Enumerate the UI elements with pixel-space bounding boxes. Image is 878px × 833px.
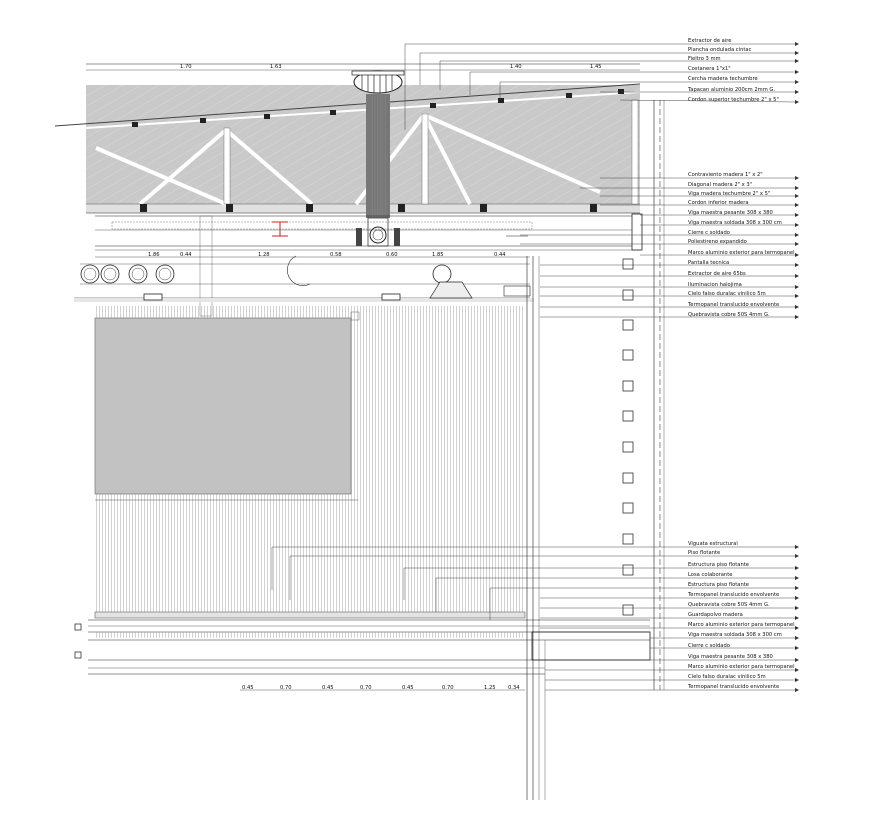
dim-bottom-3: 0.45 — [322, 685, 334, 691]
label-extractor-aire: Extractor de aire — [688, 38, 732, 44]
bottom-dimensions — [240, 685, 525, 691]
dim-bottom-2: 0.70 — [280, 685, 292, 691]
dim-bottom-8: 0.34 — [508, 685, 520, 691]
interior-wall — [95, 306, 525, 618]
label-cielo-falso: Cielo falso duralac vinilico 5m — [688, 291, 766, 297]
dim-mid-1: 1.86 — [148, 252, 160, 258]
label-guardapolvo: Guardapolvo madera — [688, 612, 743, 618]
label-termopanel: Termopanel translucido envolvente — [688, 302, 780, 308]
label-cercha-madera: Cercha madera techumbre — [688, 76, 758, 82]
label-fieltro: Fieltro 3 mm — [688, 56, 721, 62]
dim-bottom-6: 0.70 — [442, 685, 454, 691]
dim-mid-4: 0.58 — [330, 252, 342, 258]
label-iluminacion: Iluminacion halojima — [688, 282, 742, 288]
label-poliestireno: Poliestireno expandido — [688, 239, 747, 245]
label-viga-pesante-bottom: Viga maestra pesante 308 x 380 — [688, 654, 773, 660]
dim-top-4: 1.45 — [590, 64, 602, 70]
label-termopanel-bottom: Termopanel translucido envolvente — [688, 592, 780, 598]
label-piso-flotante: Piso flotante — [688, 550, 721, 556]
label-contraviento: Contraviento madera 1" x 2" — [688, 172, 763, 178]
label-extractor-65bs: Extractor de aire 65bs — [688, 271, 746, 277]
label-plancha-ondulada: Plancha ondulada cintac — [688, 47, 752, 53]
dim-top-1: 1.70 — [180, 64, 192, 70]
dim-bottom-1: 0.45 — [242, 685, 254, 691]
label-viguata-estructural: Viguata estructural — [688, 541, 738, 547]
dim-mid-7: 0.44 — [494, 252, 506, 258]
labels-bottom — [687, 541, 795, 690]
label-quebravista-bottom: Quebravista cobre 50S 4mm G. — [688, 602, 770, 608]
label-viga-maestra-soldada: Viga maestra soldada 308 x 300 cm — [688, 220, 782, 226]
leader-arrows — [795, 42, 799, 692]
dim-bottom-4: 0.70 — [360, 685, 372, 691]
dim-top-2: 1.63 — [270, 64, 282, 70]
label-tapacan-aluminio: Tapacan aluminio 200cm 2mm G. — [688, 87, 776, 93]
dim-top-3: 1.40 — [510, 64, 522, 70]
dim-bottom-5: 0.45 — [402, 685, 414, 691]
dim-mid-3: 1.28 — [258, 252, 270, 258]
label-diagonal-madera: Diagonal madera 2" x 3" — [688, 182, 753, 188]
label-viga-madera: Viga madera techumbre 2" x 5" — [688, 191, 771, 197]
dim-mid-2: 0.44 — [180, 252, 192, 258]
label-cielo-falso-bottom: Cielo falso duralac vinilico 5m — [688, 674, 766, 680]
label-marco-aluminio: Marco aluminio exterior para termopanel — [688, 250, 795, 256]
dim-bottom-7: 1.25 — [484, 685, 496, 691]
label-quebravista: Quebravista cobre 50S 4mm G. — [688, 312, 770, 318]
dim-mid-6: 1.85 — [432, 252, 444, 258]
dim-mid-5: 0.60 — [386, 252, 398, 258]
label-estructura-piso-2: Estructura piso flotante — [688, 582, 749, 588]
lighting-pipes — [74, 256, 534, 302]
label-cierre-soldado-bottom: Cierre c soldado — [688, 643, 730, 649]
label-viga-maestra-pesante: Viga maestra pesante 308 x 380 — [688, 210, 773, 216]
mid-dimensions — [95, 252, 530, 258]
label-viga-soldada-bottom: Viga maestra soldada 308 x 300 cm — [688, 632, 782, 638]
label-marco-aluminio-bottom: Marco aluminio exterior para termopanel — [688, 622, 795, 628]
label-estructura-piso-1: Estructura piso flotante — [688, 562, 749, 568]
label-cordon-superior: Cordon superior techumbre 2" x 5" — [688, 97, 779, 103]
top-dimensions — [180, 64, 602, 70]
label-losa-colaborante: Losa colaborante — [688, 572, 733, 578]
label-termopanel-bottom-2: Termopanel translucido envolvente — [688, 684, 780, 690]
label-costanera: Costanera 1"x1" — [688, 66, 731, 72]
roof-truss — [55, 64, 640, 213]
label-marco-aluminio-bottom-2: Marco aluminio exterior para termopanel — [688, 664, 795, 670]
label-pantalla-tecnica: Pantalla tecnica — [688, 260, 730, 266]
label-cordon-inferior: Cordon inferior madera — [688, 200, 749, 206]
floor-slab — [88, 620, 650, 691]
label-cierre-soldado: Cierre c soldado — [688, 230, 730, 236]
